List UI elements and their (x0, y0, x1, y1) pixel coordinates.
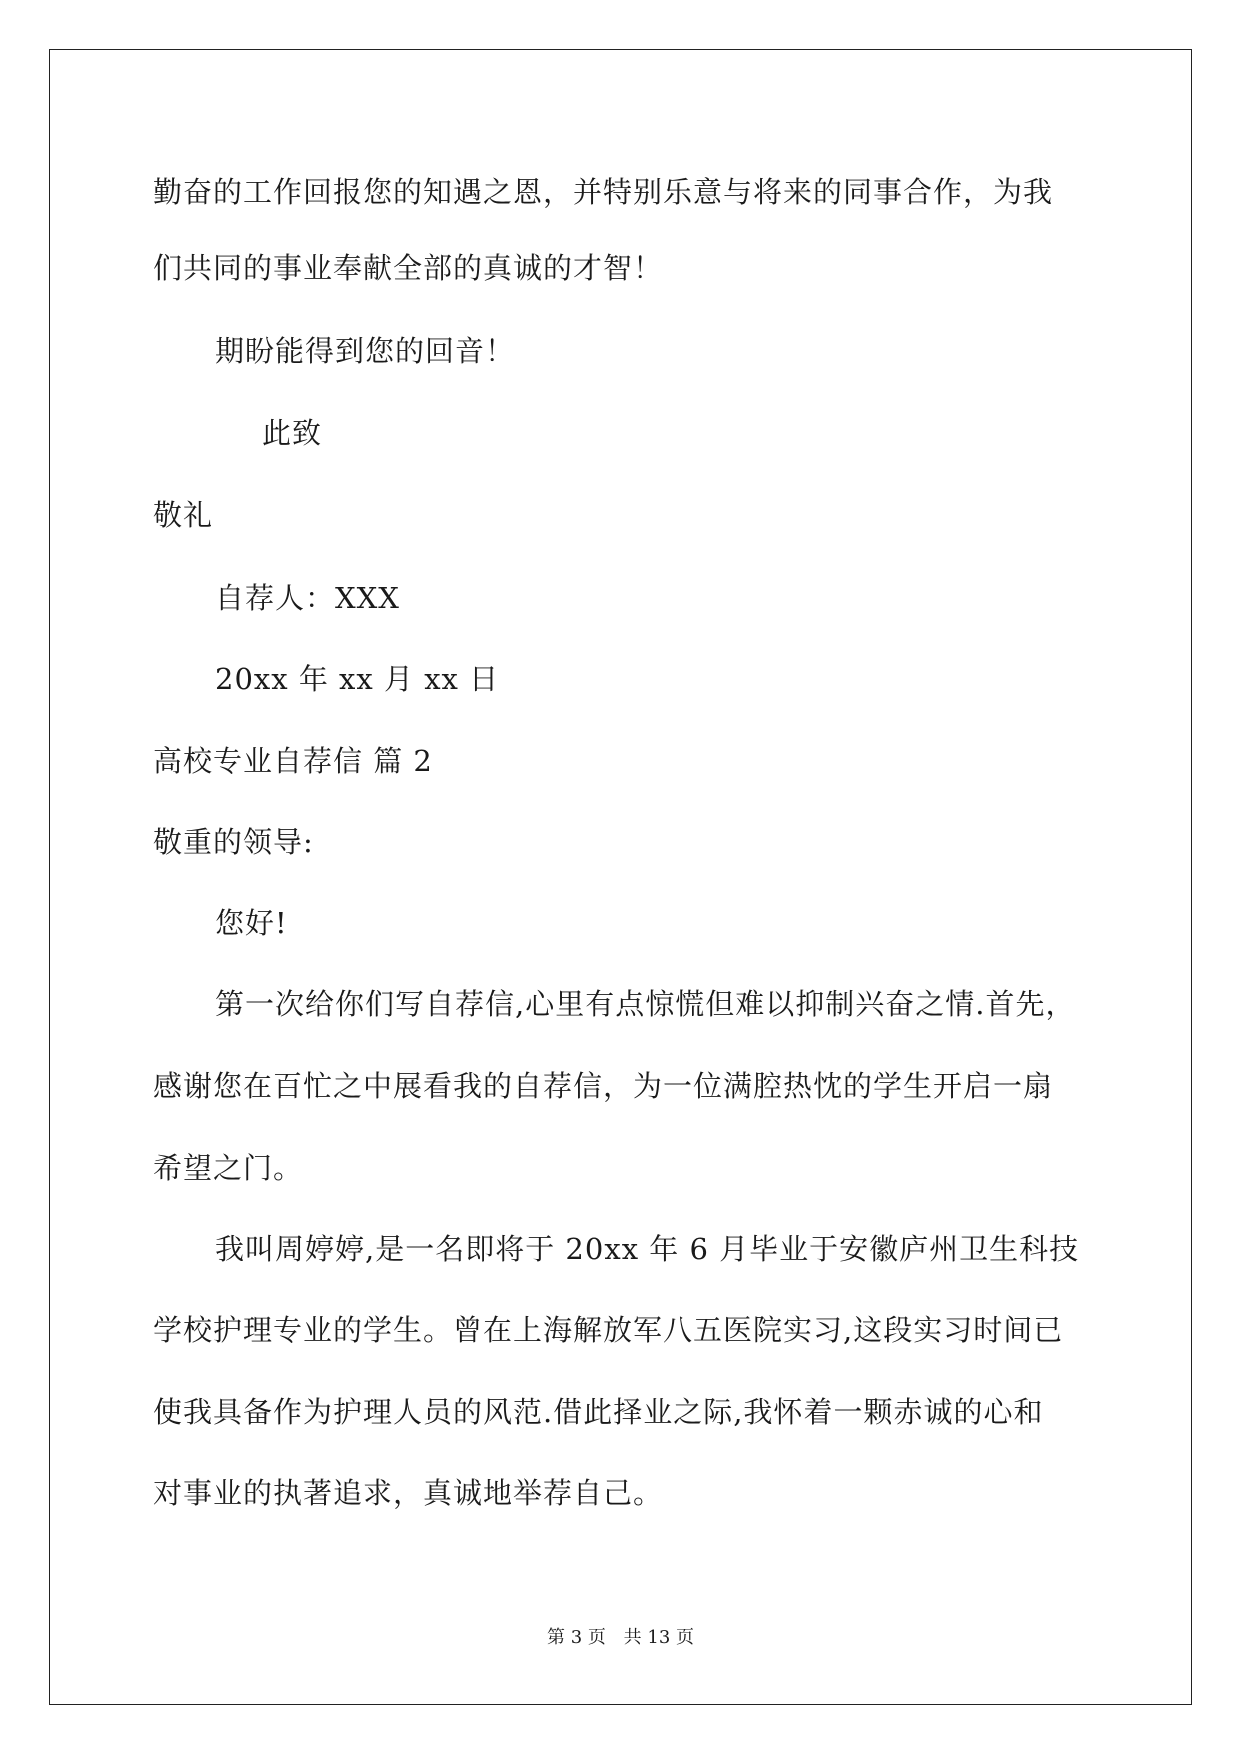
body-line: 对事业的执著追求，真诚地举荐自己。 (153, 1476, 664, 1510)
body-line: 学校护理专业的学生。曾在上海解放军八五医院实习,这段实习时间已 (153, 1313, 1064, 1347)
body-line: 期盼能得到您的回音！ (215, 334, 516, 368)
closing-salutation: 此致 (262, 416, 323, 450)
body-line: 勤奋的工作回报您的知遇之恩，并特别乐意与将来的同事合作，为我 (153, 175, 1054, 209)
body-line: 使我具备作为护理人员的风范.借此择业之际,我怀着一颗赤诚的心和 (153, 1395, 1044, 1429)
body-line: 希望之门。 (153, 1151, 304, 1185)
page-footer (0, 1626, 1241, 1650)
closing-regards: 敬礼 (153, 498, 214, 532)
page-frame (49, 49, 1192, 1705)
greeting: 敬重的领导: (153, 825, 314, 859)
signature-line: 自荐人：XXX (215, 581, 400, 615)
body-line: 第一次给你们写自荐信,心里有点惊慌但难以抑制兴奋之情.首先， (215, 987, 1076, 1021)
section-heading: 高校专业自荐信 篇 2 (153, 744, 433, 778)
body-line: 感谢您在百忙之中展看我的自荐信，为一位满腔热忱的学生开启一扇 (153, 1069, 1054, 1103)
page-total: 共 13 页 (623, 1627, 694, 1648)
body-line: 们共同的事业奉献全部的真诚的才智！ (153, 251, 664, 285)
date-line: 20xx 年 xx 月 xx 日 (215, 662, 500, 696)
body-line: 我叫周婷婷,是一名即将于 20xx 年 6 月毕业于安徽庐州卫生科技 (215, 1232, 1080, 1266)
greeting-hello: 您好! (215, 906, 288, 940)
page-number: 第 3 页 (547, 1627, 606, 1648)
